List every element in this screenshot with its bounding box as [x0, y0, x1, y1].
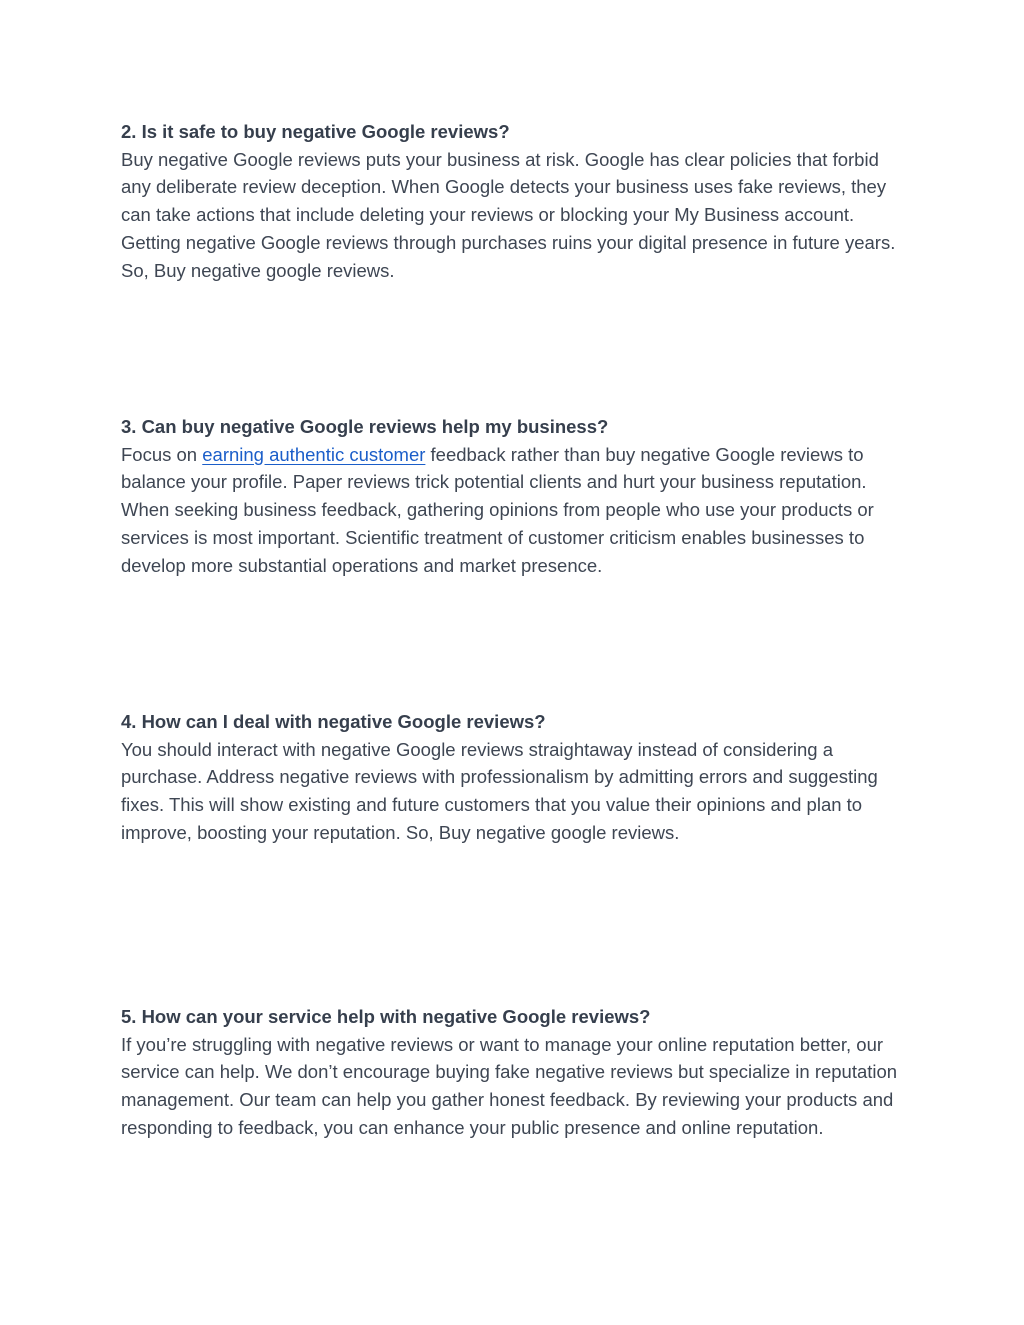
faq-answer: You should interact with negative Google reviews straightaway instead of considering a purchase. Address negative reviews with professionalism by admitting errors and suggesting fixes. This will show existing and future customers that you value their opinions and plan to improve, boosting your reputation. So, Buy negative google reviews. [121, 738, 878, 843]
faq-question: 4. How can I deal with negative Google reviews? [121, 711, 546, 732]
faq-question: 3. Can buy negative Google reviews help my business? [121, 416, 609, 437]
faq-item-4 [121, 708, 911, 847]
faq-answer: Buy negative Google reviews puts your business at risk. Google has clear policies that forbid any deliberate review deception. When Google detects your business uses fake reviews, they can take actions that include deleting your reviews or blocking your My Business account. Getting negative Google reviews through purchases ruins your digital presence in future years. So, Buy negative google reviews. [121, 148, 896, 281]
faq-answer-rest: feedback rather than buy negative Google reviews to balance your profile. Paper reviews trick potential clients and hurt your business reputation. When seeking business feedback, gathering opinions from people who use your products or services is most important. Scientific treatment of customer criticism enables businesses to develop more substantial operations and market presence. [121, 443, 874, 576]
faq-question: 2. Is it safe to buy negative Google reviews? [121, 121, 510, 142]
faq-item-5 [121, 1003, 911, 1142]
faq-answer: If you’re struggling with negative reviews or want to manage your online reputation better, our service can help. We don’t encourage buying fake negative reviews but specialize in reputation management. Our team can help you gather honest feedback. By reviewing your products and responding to feedback, you can enhance your public presence and online reputation. [121, 1033, 898, 1138]
faq-answer [121, 441, 911, 580]
faq-answer-lead: Focus on [121, 443, 203, 465]
faq-question: 5. How can your service help with negative Google reviews? [121, 1006, 651, 1027]
earning-authentic-customer-link[interactable]: earning authentic customer [202, 443, 426, 465]
faq-item-2 [121, 118, 911, 284]
faq-item-3 [121, 413, 911, 579]
